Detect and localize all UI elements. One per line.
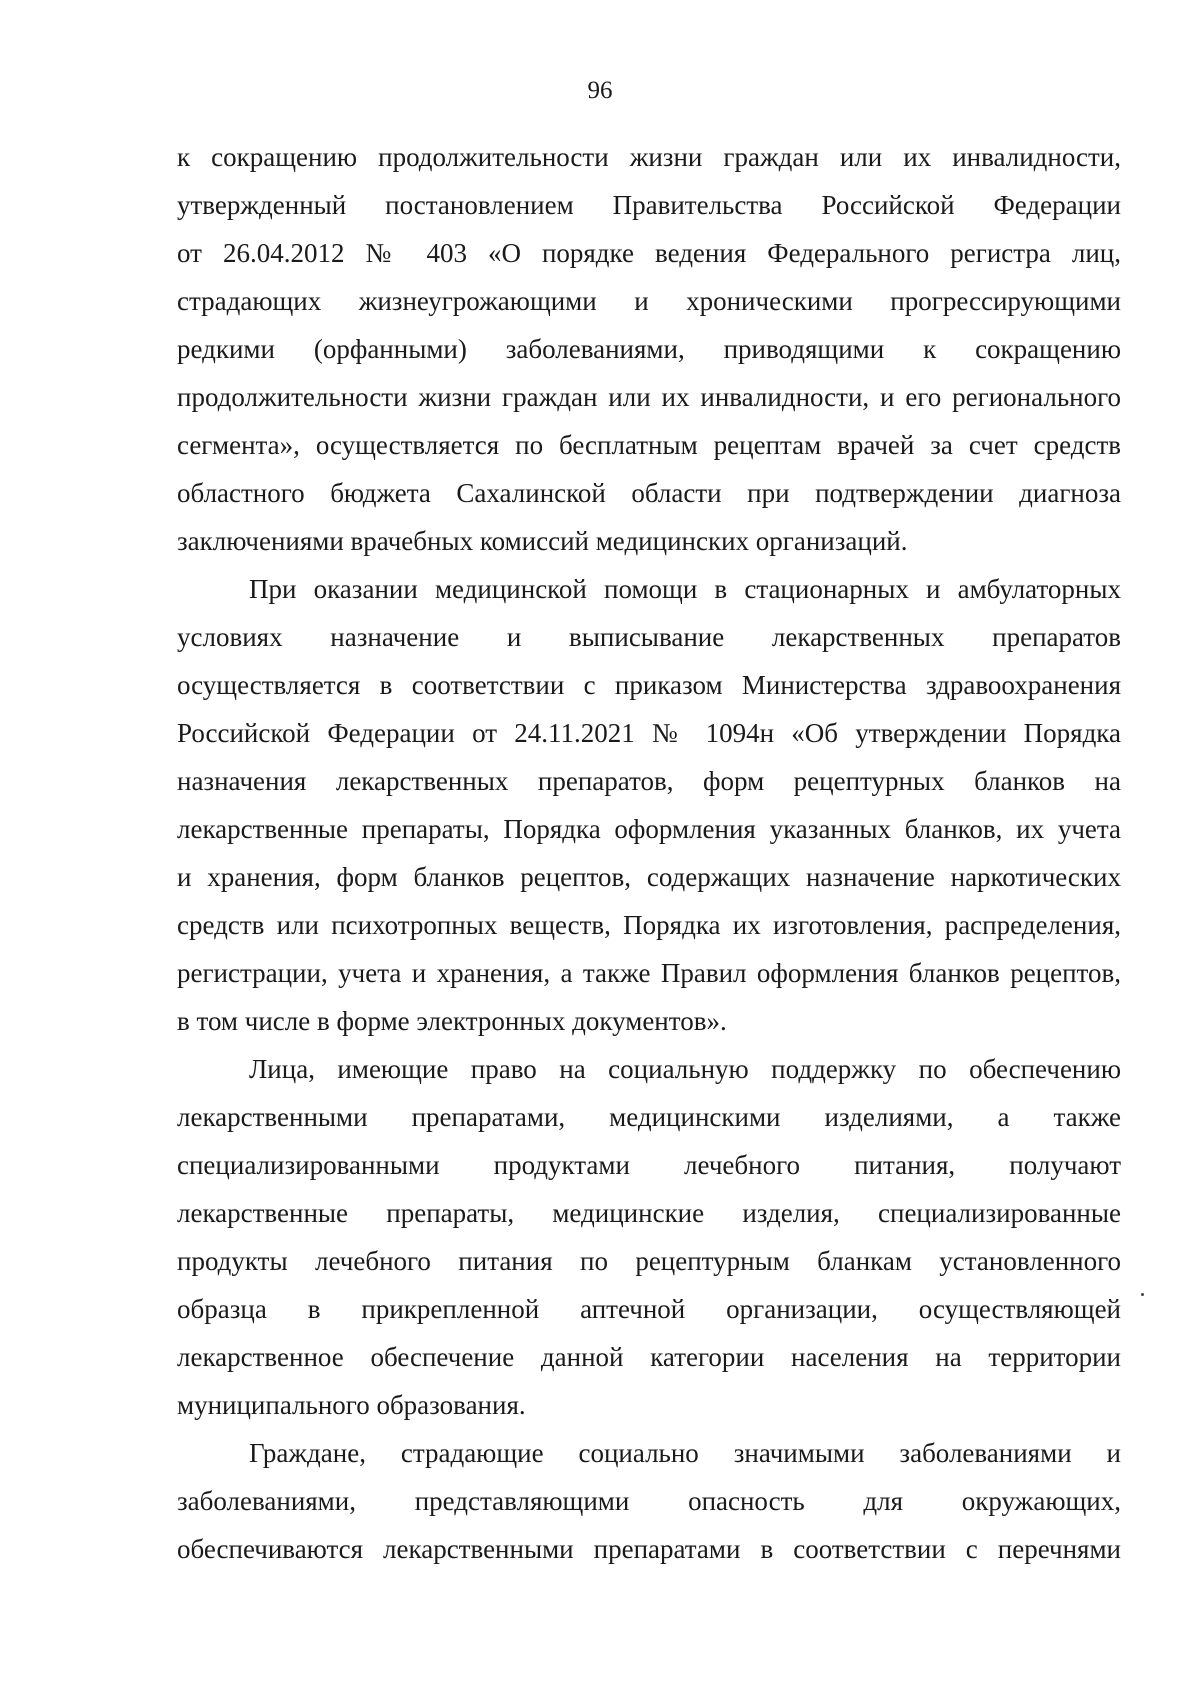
text-line: от 26.04.2012 № 403 «О порядке ведения Федерального регистра лиц, <box>177 238 1121 268</box>
scan-speck <box>1141 1293 1144 1296</box>
document-body <box>177 133 1121 1573</box>
text-line: страдающих жизнеугрожающими и хроническими прогрессирующими <box>177 286 1121 316</box>
text-line: в том числе в форме электронных документов». <box>177 1006 727 1036</box>
text-line: сегмента», осуществляется по бесплатным рецептам врачей за счет средств <box>177 430 1121 460</box>
text-line: Лица, имеющие право на социальную поддержку по обеспечению <box>249 1054 1121 1084</box>
text-line: утвержденный постановлением Правительства Российской Федерации <box>177 190 1121 220</box>
text-line: назначения лекарственных препаратов, форм рецептурных бланков на <box>177 766 1121 796</box>
paragraph-2 <box>177 565 1121 1045</box>
paragraph-3 <box>177 1045 1121 1429</box>
text-line: регистрации, учета и хранения, а также Правил оформления бланков рецептов, <box>177 958 1121 988</box>
text-line: лекарственные препараты, Порядка оформления указанных бланков, их учета <box>177 814 1121 844</box>
paragraph-1 <box>177 133 1121 565</box>
text-line: образца в прикрепленной аптечной организации, осуществляющей <box>177 1294 1121 1324</box>
text-line: осуществляется в соответствии с приказом Министерства здравоохранения <box>177 670 1121 700</box>
text-line: лекарственные препараты, медицинские изделия, специализированные <box>177 1198 1121 1228</box>
text-line: Российской Федерации от 24.11.2021 № 1094н «Об утверждении Порядка <box>177 718 1121 748</box>
text-line: лекарственное обеспечение данной категории населения на территории <box>177 1342 1121 1372</box>
text-line: При оказании медицинской помощи в стационарных и амбулаторных <box>249 574 1121 604</box>
text-line: муниципального образования. <box>177 1390 526 1420</box>
text-line: заболеваниями, представляющими опасность для окружающих, <box>177 1486 1121 1516</box>
text-line: продолжительности жизни граждан или их инвалидности, и его регионального <box>177 382 1121 412</box>
text-line: и хранения, форм бланков рецептов, содержащих назначение наркотических <box>177 862 1121 892</box>
text-line: Граждане, страдающие социально значимыми заболеваниями и <box>249 1438 1121 1468</box>
text-line: лекарственными препаратами, медицинскими изделиями, а также <box>177 1102 1121 1132</box>
text-line: заключениями врачебных комиссий медицинских организаций. <box>177 526 908 556</box>
text-line: обеспечиваются лекарственными препаратами в соответствии с перечнями <box>177 1534 1121 1564</box>
page-number: 96 <box>587 77 613 104</box>
text-line: редкими (орфанными) заболеваниями, приводящими к сокращению <box>177 334 1121 364</box>
text-line: средств или психотропных веществ, Порядка их изготовления, распределения, <box>177 910 1121 940</box>
text-line: к сокращению продолжительности жизни граждан или их инвалидности, <box>177 142 1121 172</box>
text-line: условиях назначение и выписывание лекарственных препаратов <box>177 622 1121 652</box>
text-line: продукты лечебного питания по рецептурным бланкам установленного <box>177 1246 1121 1276</box>
paragraph-4 <box>177 1429 1121 1573</box>
text-line: специализированными продуктами лечебного питания, получают <box>177 1150 1121 1180</box>
text-line: областного бюджета Сахалинской области при подтверждении диагноза <box>177 478 1121 508</box>
